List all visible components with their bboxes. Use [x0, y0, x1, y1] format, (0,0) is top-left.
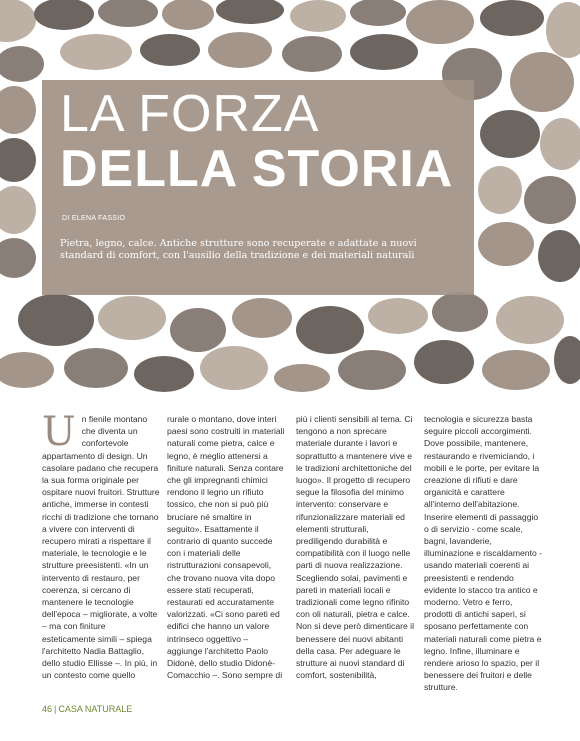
lead-paragraph: Pietra, legno, calce. Antiche strutture sono recuperate e adattate a nuovi standard di comfort, con l'ausilio della tradizione e dei materiali naturali	[60, 238, 417, 261]
magazine-name: CASA NATURALE	[58, 704, 133, 714]
column-1-text: n fienile montano che diventa un confortevole appartamento di design. Un casolare padano che recupera la sua forma originale per ospitare nuovi fruitori. Strutture antiche, immerse in contesti ricchi di tradizione che tornano a vivere con interventi di recupero mirati a rispettare il materiale, le tecnologie e le strutture preesistenti. «In un intervento di restauro, per coerenza, si cercano di mantenere le tecnologie dell'epoca – migliorate, a volte – ma con finiture esteticamente simili – spiega l'architetto Nadia Battaglio, dello studio Ellisse –. In più, in un contesto come quello	[42, 414, 160, 681]
drop-cap: U	[42, 409, 76, 455]
article-column-3: più i clienti sensibili al tema. Ci tengono a non sprecare materiale durante i lavori e soprattutto a mantenere vive e le tradizioni architettoniche del luogo». Il progetto di recupero segue la filosofia del minimo intervento: conservare e rifunzionalizzare materiali ed elementi strutturali, prediligendo durabilità e compatibilità con il luogo nelle parti di nuova realizzazione. Scegliendo solai, pavimenti e pareti in materiali locali e tradizionali come legno rifinito con oli naturali, pietra e calce. Non si deve però dimenticare il benessere dei nuovi abitanti della casa. Per adeguare le strutture ai nuovi standard di comfort, sostenibilità,	[296, 414, 414, 681]
page-number: 46	[42, 704, 53, 714]
article-column-1	[42, 409, 160, 681]
page-footer	[42, 704, 132, 714]
title-line-2: DELLA STORIA	[60, 140, 454, 198]
footer-separator: |	[54, 704, 57, 714]
article-column-4: tecnologia e sicurezza basta seguire piccoli accorgimenti. Dove possibile, mantenere, restaurando e rivemiciando, i mobili e le porte, per evitare la creazione di rifiuti e dare organicità e carattere all'interno dell'abitazione. Inserire elementi di passaggio o di servizio - come scale, bagni, lavanderie, illuminazione e riscaldamento - usando materiali coerenti ai preesistenti e rendendo evidente lo stacco tra antico e moderno. Vetro e ferro, prodotti di antichi saperi, si sposano perfettamente con materiali naturali come pietra e legno. Infine, illuminare e rendere arioso lo spazio, per il benessere dei fruitori e delle strutture.	[424, 414, 542, 693]
title-panel	[42, 80, 474, 295]
title-line-1: LA FORZA	[60, 85, 320, 143]
byline: DI ELENA FASSIO	[62, 215, 126, 222]
article-column-2: rurale o montano, dove interi paesi sono costruiti in materiali naturali come pietra, calce e legno, è meglio attenersi a finiture naturali. Senza contare che gli impregnanti chimici rendono il legno un rifiuto tossico, che non si può più bruciare né smaltire in seguito». Esattamente il contrario di quanto succede con i materiali delle ristrutturazioni consapevoli, che trovano nuova vita dopo essere stati recuperati, restaurati ed accuratamente valorizzati. «Ci sono pareti ed edifici che hanno un valore intrinseco oggettivo – aggiunge l'architetto Paolo Didonè, dello studio Didonè-Comacchio –. Sono sempre di	[167, 414, 285, 681]
